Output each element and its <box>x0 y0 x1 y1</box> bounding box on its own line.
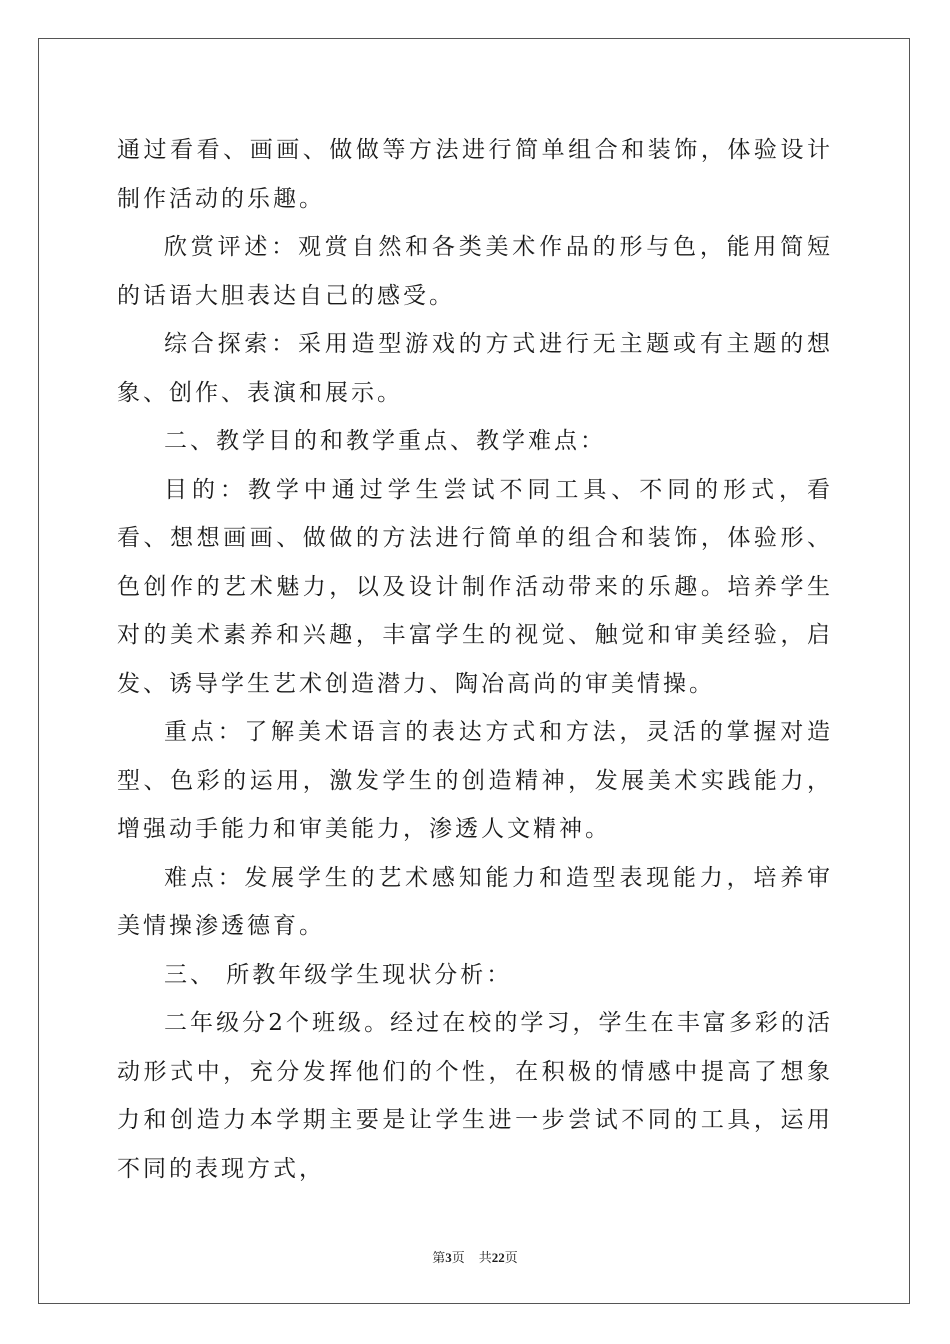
paragraph: 二年级分2个班级。经过在校的学习，学生在丰富多彩的活动形式中，充分发挥他们的个性，在积极的情感中提高了想象力和创造力本学期主要是让学生进一步尝试不同的工具，运用不同的表现方式， <box>117 1010 833 1182</box>
total-pages: 22 <box>491 1250 505 1265</box>
paragraph: 通过看看、画画、做做等方法进行简单组合和装饰，体验设计制作活动的乐趣。 <box>117 137 833 212</box>
section-heading: 三、 所教年级学生现状分析： <box>164 961 513 988</box>
document-body <box>117 126 833 1193</box>
paragraph: 目的：教学中通过学生尝试不同工具、不同的形式，看看、想想画画、做做的方法进行简单的组合和装饰，体验形、色创作的艺术魅力，以及设计制作活动带来的乐趣。培养学生对的美术素养和兴趣，丰富学生的视觉、触觉和审美经验，启发、诱导学生艺术创造潜力、陶冶高尚的审美情操。 <box>117 476 833 697</box>
paragraph: 综合探索：采用造型游戏的方式进行无主题或有主题的想象、创作、表演和展示。 <box>117 331 833 406</box>
page-prefix: 第 <box>432 1251 446 1266</box>
total-suffix: 页 <box>504 1251 518 1266</box>
page-number: 3 <box>445 1250 452 1265</box>
paragraph: 欣赏评述：观赏自然和各类美术作品的形与色，能用简短的话语大胆表达自己的感受。 <box>117 234 833 309</box>
total-prefix: 共 <box>478 1251 492 1266</box>
paragraph: 难点：发展学生的艺术感知能力和造型表现能力，培养审美情操渗透德育。 <box>117 864 833 939</box>
section-heading: 二、教学目的和教学重点、教学难点： <box>164 428 606 454</box>
page-footer <box>0 1249 950 1268</box>
page-suffix: 页 <box>451 1251 465 1266</box>
paragraph: 重点：了解美术语言的表达方式和方法，灵活的掌握对造型、色彩的运用，激发学生的创造精神，发展美术实践能力，增强动手能力和审美能力，渗透人文精神。 <box>117 719 833 842</box>
